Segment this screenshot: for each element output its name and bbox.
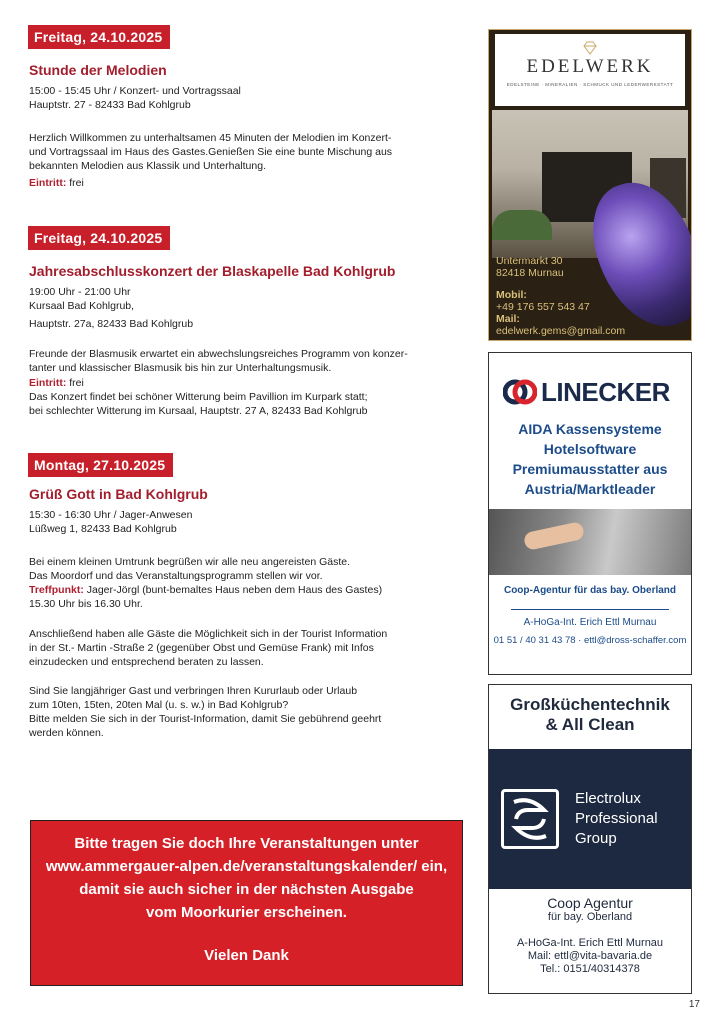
event-submission-notice bbox=[30, 820, 463, 986]
electrolux-logo-icon bbox=[501, 789, 559, 849]
entry-value: frei bbox=[69, 177, 84, 189]
event-2-desc-line: tanter und klassischer Blasmusik bis hin zur Unterhaltungsmusik. bbox=[29, 362, 332, 374]
edelwerk-mail: edelwerk.gems@gmail.com bbox=[496, 325, 626, 337]
meet-value: Jager-Jörgl (bunt-bemaltes Haus neben dem Haus des Gastes) bbox=[86, 584, 383, 596]
linecker-line: Austria/Marktleader bbox=[524, 481, 656, 497]
event-3-date-badge: Montag, 27.10.2025 bbox=[28, 453, 173, 477]
linecker-coop: Coop-Agentur für das bay. Oberland bbox=[503, 585, 677, 596]
event-3-desc-line: Das Moordorf und das Veranstaltungsprogramm stellen wir vor. bbox=[29, 570, 323, 582]
gross-agent: A-HoGa-Int. Erich Ettl Murnau bbox=[516, 937, 664, 949]
edelwerk-header bbox=[495, 34, 685, 106]
event-1-title: Stunde der Melodien bbox=[29, 62, 167, 78]
event-2-note-line: bei schlechter Witterung im Kursaal, Hauptstr. 27 A, 82433 Bad Kohlgrub bbox=[29, 405, 368, 417]
linecker-agent: A-HoGa-Int. Erich Ettl Murnau bbox=[523, 617, 657, 628]
electrolux-panel bbox=[489, 749, 691, 889]
grosskuechentechnik-ad[interactable] bbox=[488, 684, 692, 994]
linecker-logo: LINECKER bbox=[541, 377, 670, 407]
event-3-meeting-time: 15.30 Uhr bis 16.30 Uhr. bbox=[29, 598, 143, 610]
gross-coop: Coop Agentur bbox=[547, 895, 633, 911]
linecker-logo-icon bbox=[503, 379, 537, 405]
edelwerk-mail-label: Mail: bbox=[496, 313, 520, 325]
event-2-note-line: Das Konzert findet bei schöner Witterung beim Pavillion im Kurpark statt; bbox=[29, 391, 368, 403]
edelwerk-mobile: +49 176 557 543 47 bbox=[496, 301, 590, 313]
event-3-para-line: in der St.- Martin -Straße 2 (gegenüber Obst und Gemüse Frank) mit Infos bbox=[29, 642, 374, 654]
event-3-para-line: zum 10ten, 15ten, 20ten Mal (u. s. w.) in Bad Kohlgrub? bbox=[29, 699, 289, 711]
event-3-desc-line: Bei einem kleinen Umtrunk begrüßen wir alle neu angereisten Gäste. bbox=[29, 556, 351, 568]
event-2-time: 19:00 Uhr - 21:00 Uhr bbox=[29, 286, 131, 298]
event-3-para-line: Sind Sie langjähriger Gast und verbringen Ihren Kururlaub oder Urlaub bbox=[29, 685, 358, 697]
gross-title bbox=[489, 695, 691, 735]
event-1-entry bbox=[29, 176, 84, 190]
divider bbox=[511, 609, 669, 610]
linecker-line: Premiumausstatter aus bbox=[512, 461, 668, 477]
notice-line: vom Moorkurier erscheinen. bbox=[146, 904, 347, 921]
edelwerk-tagline: EDELSTEINE · MINERALIEN · SCHMUCK UND LEDERWERKSTATT bbox=[506, 82, 674, 87]
entry-value: frei bbox=[69, 377, 84, 389]
event-2-venue: Kursaal Bad Kohlgrub, bbox=[29, 300, 135, 312]
notice-line: damit sie auch sicher in der nächsten Ausgabe bbox=[79, 881, 414, 898]
gross-title-line: & All Clean bbox=[545, 715, 635, 734]
gross-region: für bay. Oberland bbox=[547, 911, 633, 923]
gross-mail: Mail: ettl@vita-bavaria.de bbox=[527, 950, 653, 962]
gross-tel: Tel.: 0151/40314378 bbox=[540, 963, 640, 975]
event-2-date-badge: Freitag, 24.10.2025 bbox=[28, 226, 170, 250]
event-1-desc-line: bekannten Melodien aus Klassik und Unterhaltung. bbox=[29, 160, 266, 172]
page-number: 17 bbox=[688, 999, 700, 1010]
electrolux-name bbox=[575, 789, 658, 849]
diamond-icon bbox=[581, 41, 599, 55]
meet-label: Treffpunkt: bbox=[29, 584, 84, 596]
event-2-desc-line: Freunde der Blasmusik erwartet ein abwechslungsreiches Programm von konzer- bbox=[29, 348, 408, 360]
linecker-line: Hotelsoftware bbox=[543, 441, 637, 457]
event-3-meeting-point bbox=[29, 583, 382, 597]
event-3-address: Lüßweg 1, 82433 Bad Kohlgrub bbox=[29, 523, 177, 535]
gross-title-line: Großküchentechnik bbox=[510, 695, 670, 714]
notice-thanks: Vielen Dank bbox=[204, 947, 289, 964]
event-3-para-line: Bitte melden Sie sich in der Tourist-Information, damit Sie gebührend geehrt bbox=[29, 713, 382, 725]
event-2-entry bbox=[29, 376, 84, 390]
event-1-desc-line: Herzlich Willkommen zu unterhaltsamen 45 Minuten der Melodien im Konzert- bbox=[29, 132, 392, 144]
notice-line: www.ammergauer-alpen.de/veranstaltungskalender/ ein, bbox=[45, 858, 448, 875]
linecker-line: AIDA Kassensysteme bbox=[518, 421, 662, 437]
linecker-contact: 01 51 / 40 31 43 78 · ettl@dross-schaffer.com bbox=[493, 635, 687, 646]
edelwerk-ad[interactable] bbox=[488, 29, 692, 341]
brand-line: Electrolux bbox=[575, 790, 641, 807]
event-3-para-line: Anschließend haben alle Gäste die Möglichkeit sich in der Tourist Information bbox=[29, 628, 388, 640]
entry-label: Eintritt: bbox=[29, 377, 67, 389]
edelwerk-logo: EDELWERK bbox=[526, 56, 654, 77]
event-2-address: Hauptstr. 27a, 82433 Bad Kohlgrub bbox=[29, 318, 194, 330]
edelwerk-mobile-label: Mobil: bbox=[496, 289, 527, 301]
entry-label: Eintritt: bbox=[29, 177, 67, 189]
edelwerk-address-city: 82418 Murnau bbox=[496, 267, 564, 279]
brand-line: Group bbox=[575, 830, 617, 847]
linecker-ad[interactable] bbox=[488, 352, 692, 675]
event-1-date-badge: Freitag, 24.10.2025 bbox=[28, 25, 170, 49]
event-3-para-line: werden können. bbox=[29, 727, 104, 739]
event-3-title: Grüß Gott in Bad Kohlgrub bbox=[29, 486, 208, 502]
edelwerk-address-street: Untermarkt 30 bbox=[496, 255, 563, 267]
event-1-desc-line: und Vortragssaal im Haus des Gastes.Genießen Sie eine bunte Mischung aus bbox=[29, 146, 393, 158]
event-2-title: Jahresabschlusskonzert der Blaskapelle Bad Kohlgrub bbox=[29, 263, 396, 279]
brand-line: Professional bbox=[575, 810, 658, 827]
pos-terminal-photo bbox=[489, 509, 691, 575]
notice-line: Bitte tragen Sie doch Ihre Veranstaltungen unter bbox=[74, 835, 419, 852]
event-1-address: Hauptstr. 27 - 82433 Bad Kohlgrub bbox=[29, 99, 191, 111]
event-1-time: 15:00 - 15:45 Uhr / Konzert- und Vortragssaal bbox=[29, 85, 241, 97]
event-3-para-line: einzudecken und entsprechend beraten zu lassen. bbox=[29, 656, 264, 668]
event-3-time: 15:30 - 16:30 Uhr / Jager-Anwesen bbox=[29, 509, 193, 521]
